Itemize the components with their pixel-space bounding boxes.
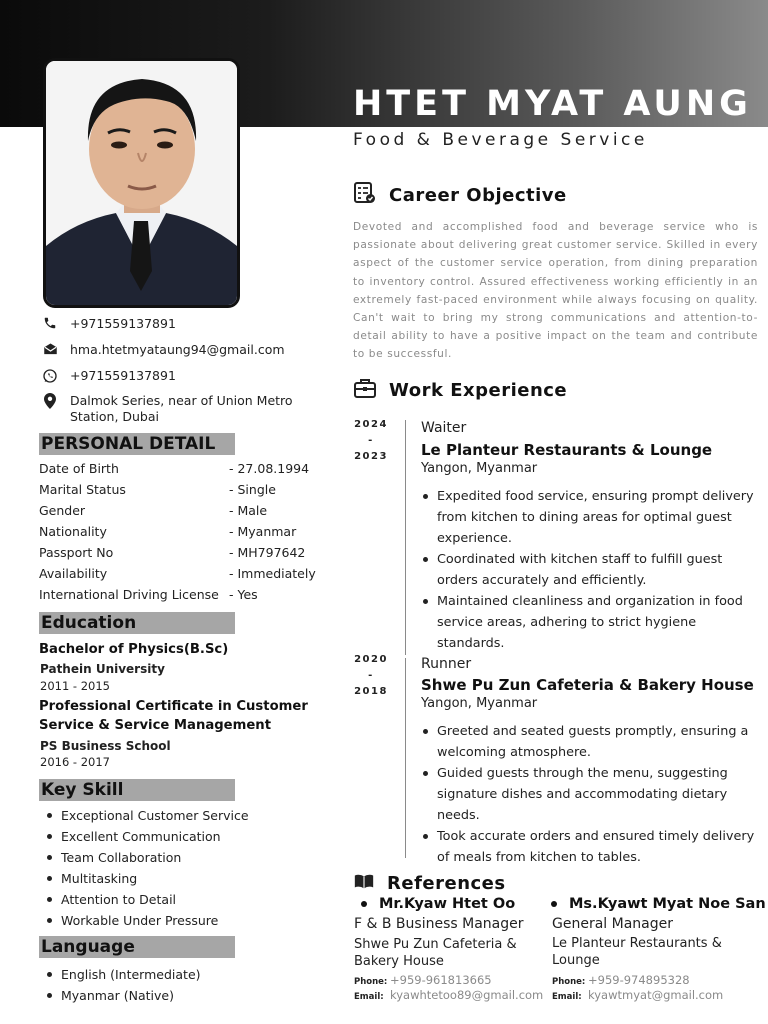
education-degree: Professional Certificate in Customer Service & Service Management (39, 699, 308, 733)
year-separator: - (368, 670, 374, 681)
personal-detail-heading: PERSONAL DETAIL (39, 433, 235, 455)
career-objective-text: Devoted and accomplished food and beverage service who is passionate about delivering great customer service. Skilled in every aspect of the customer service operation, from dining preparation to inventory control. Assured effectiveness working efficiently in an extremely fast-paced environment while always focusing on quality. Can't wait to bring my strong communications and attention-to-detail ability to have a positive impact on the team and contribute to be successful. (353, 221, 758, 361)
list-item: Coordinated with kitchen staff to fulfill guest orders accurately and efficiently. (421, 549, 756, 591)
reference-company: Le Planteur Restaurants & Lounge (552, 936, 722, 968)
location-pin-icon (40, 393, 60, 425)
phone-label: Phone: (552, 977, 586, 987)
job-duties (421, 486, 756, 654)
year-start: 2018 (354, 686, 388, 697)
profile-photo (43, 58, 240, 308)
year-separator: - (368, 435, 374, 446)
references-header (353, 872, 506, 894)
detail-value: - 27.08.1994 (229, 461, 310, 476)
phone-label: Phone: (354, 977, 388, 987)
reference-position: F & B Business Manager (354, 916, 524, 932)
whatsapp-icon (40, 368, 60, 384)
job-dates (351, 417, 391, 465)
personal-detail-row (39, 566, 329, 581)
reference-phone-value[interactable]: +959-974895328 (588, 973, 690, 987)
job-title: Waiter (421, 420, 467, 436)
year-end: 2020 (354, 654, 388, 665)
education-heading: Education (39, 612, 235, 634)
list-item: Expedited food service, ensuring prompt delivery from kitchen to dining areas for optimal guest experience. (421, 486, 756, 549)
list-item: Maintained cleanliness and organization in food service areas, adhering to strict hygiene standards. (421, 591, 756, 654)
reference-company: Shwe Pu Zun Cafeteria & Bakery House (354, 937, 517, 969)
key-skill-heading: Key Skill (39, 779, 235, 801)
phone-number[interactable]: +971559137891 (70, 316, 176, 331)
reference-phone (552, 973, 690, 987)
address-text: Dalmok Series, near of Union Metro Station, Dubai (70, 393, 293, 424)
list-item: Myanmar (Native) (39, 985, 201, 1006)
education-school: Pathein University (40, 662, 165, 676)
timeline-line (405, 420, 406, 655)
list-item: English (Intermediate) (39, 964, 201, 985)
contact-phone (40, 316, 310, 331)
checklist-icon (353, 181, 377, 209)
email-label: Email: (552, 992, 582, 1002)
briefcase-icon (353, 377, 377, 403)
email-address[interactable]: hma.htetmyataung94@gmail.com (70, 342, 285, 357)
detail-label: Gender (39, 503, 86, 518)
job-location: Yangon, Myanmar (421, 461, 538, 476)
work-experience-title: Work Experience (389, 379, 568, 401)
job-title: Runner (421, 656, 472, 672)
reference-email (354, 988, 543, 1002)
list-item: Exceptional Customer Service (39, 805, 249, 826)
detail-label: Nationality (39, 524, 107, 539)
book-icon (353, 872, 375, 894)
contact-whatsapp (40, 368, 310, 384)
list-item: Workable Under Pressure (39, 910, 249, 931)
key-skill-list (39, 805, 249, 931)
personal-detail-row (39, 461, 329, 476)
reference-position: General Manager (552, 916, 673, 932)
career-objective-header (353, 181, 567, 209)
envelope-icon (40, 342, 60, 357)
language-heading: Language (39, 936, 235, 958)
personal-detail-row (39, 503, 329, 518)
reference-name: Mr.Kyaw Htet Oo (361, 896, 515, 912)
detail-value: - Immediately (229, 566, 316, 581)
timeline-line (405, 658, 406, 858)
education-degree: Bachelor of Physics(B.Sc) (39, 642, 229, 657)
detail-value: - Yes (229, 587, 258, 602)
reference-phone-value[interactable]: +959-961813665 (390, 973, 492, 987)
list-item: Greeted and seated guests promptly, ensuring a welcoming atmosphere. (421, 721, 756, 763)
detail-label: Availability (39, 566, 108, 581)
education-school: PS Business School (40, 739, 171, 753)
candidate-role: Food & Beverage Service (353, 130, 648, 150)
personal-detail-row (39, 482, 329, 497)
job-duties (421, 721, 756, 868)
phone-icon (40, 316, 60, 331)
list-item: Guided guests through the menu, suggesting signature dishes and accommodating dietary needs. (421, 763, 756, 826)
email-label: Email: (354, 992, 384, 1002)
personal-detail-row (39, 524, 329, 539)
work-experience-header (353, 377, 567, 403)
detail-value: - Male (229, 503, 268, 518)
detail-value: - MH797642 (229, 545, 306, 560)
education-years: 2011 - 2015 (40, 679, 110, 693)
job-dates (351, 652, 391, 700)
contact-address (40, 393, 310, 425)
detail-label: Date of Birth (39, 461, 119, 476)
detail-label: International Driving License (39, 587, 219, 602)
career-objective-title: Career Objective (389, 184, 567, 206)
detail-label: Marital Status (39, 482, 126, 497)
list-item: Took accurate orders and ensured timely delivery of meals from kitchen to tables. (421, 826, 756, 868)
personal-detail-row (39, 545, 329, 560)
job-company: Le Planteur Restaurants & Lounge (421, 441, 713, 459)
list-item: Attention to Detail (39, 889, 249, 910)
contact-email (40, 342, 310, 357)
references-title: References (387, 872, 506, 894)
reference-name: Ms.Kyawt Myat Noe San (551, 896, 766, 912)
reference-email-value[interactable]: kyawhtetoo89@gmail.com (390, 988, 544, 1002)
education-years: 2016 - 2017 (40, 755, 110, 769)
year-end: 2024 (354, 419, 388, 430)
detail-value: - Myanmar (229, 524, 297, 539)
list-item: Team Collaboration (39, 847, 249, 868)
candidate-name: HTET MYAT AUNG (353, 84, 752, 124)
detail-value: - Single (229, 482, 276, 497)
list-item: Excellent Communication (39, 826, 249, 847)
reference-phone (354, 973, 492, 987)
whatsapp-number[interactable]: +971559137891 (70, 368, 176, 383)
reference-email-value[interactable]: kyawtmyat@gmail.com (588, 988, 724, 1002)
job-company: Shwe Pu Zun Cafeteria & Bakery House (421, 676, 754, 694)
list-item: Multitasking (39, 868, 249, 889)
reference-email (552, 988, 723, 1002)
personal-detail-row (39, 587, 329, 602)
job-location: Yangon, Myanmar (421, 696, 538, 711)
detail-label: Passport No (39, 545, 114, 560)
year-start: 2023 (354, 451, 388, 462)
language-list (39, 964, 201, 1006)
